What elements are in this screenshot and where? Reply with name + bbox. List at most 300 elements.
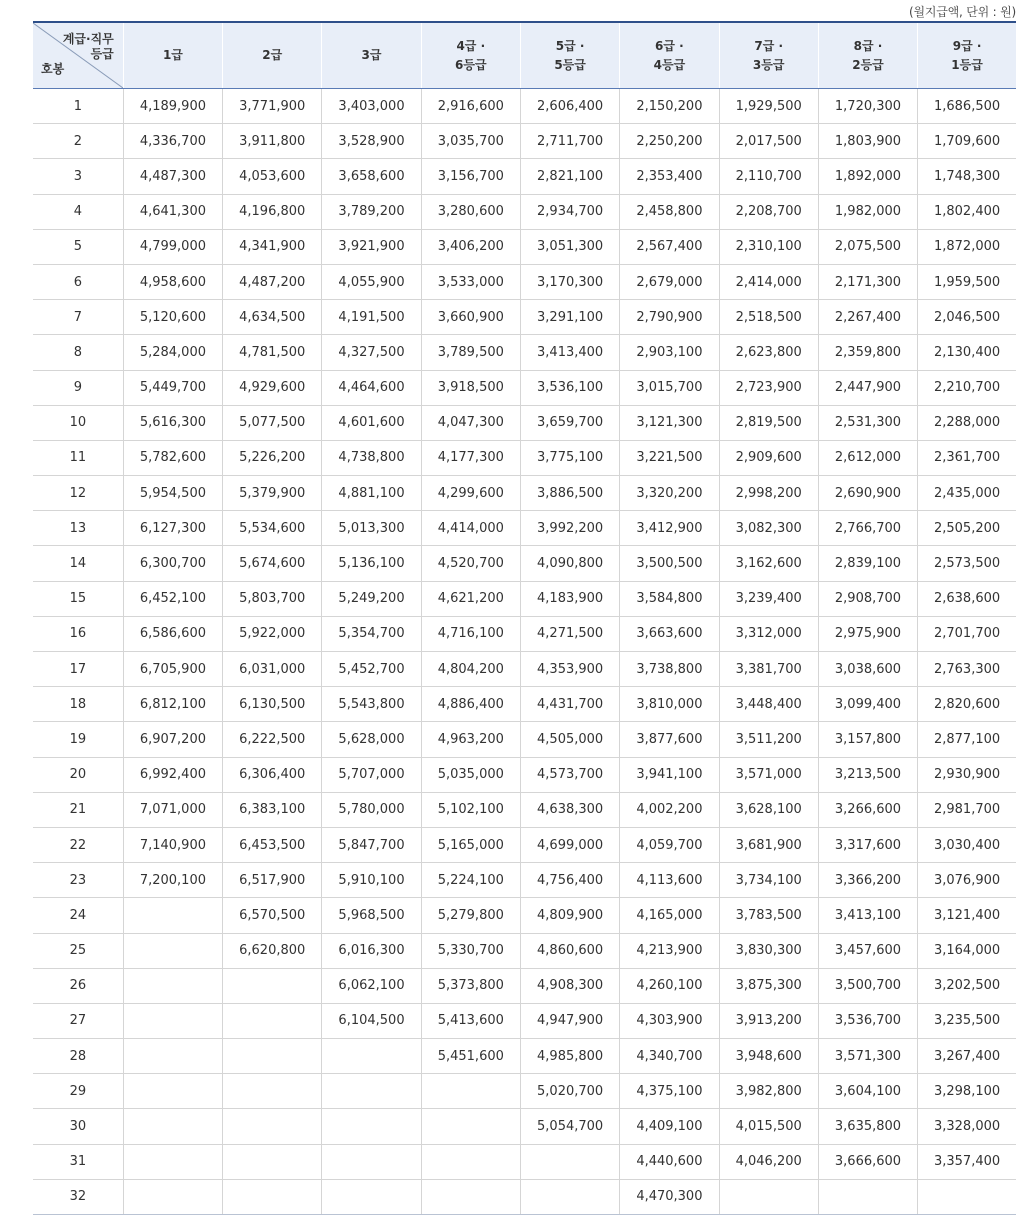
step-number-cell: 8	[33, 335, 123, 370]
salary-cell: 4,189,900	[123, 89, 222, 124]
salary-cell: 2,877,100	[918, 722, 1016, 757]
salary-cell: 2,046,500	[918, 300, 1016, 335]
grade-header	[123, 22, 222, 89]
step-number-cell: 19	[33, 722, 123, 757]
salary-cell: 3,235,500	[918, 1003, 1016, 1038]
salary-table	[33, 21, 1016, 1215]
salary-cell: 4,756,400	[520, 863, 619, 898]
salary-cell	[421, 1109, 520, 1144]
table-row	[33, 1074, 1016, 1109]
step-number-cell: 1	[33, 89, 123, 124]
salary-cell: 5,451,600	[421, 1039, 520, 1074]
salary-cell: 6,517,900	[223, 863, 322, 898]
salary-cell: 2,130,400	[918, 335, 1016, 370]
salary-cell: 3,015,700	[620, 370, 719, 405]
salary-cell: 4,015,500	[719, 1109, 818, 1144]
salary-cell: 7,140,900	[123, 827, 222, 862]
step-number-cell: 27	[33, 1003, 123, 1038]
grade-header-line1: 1급	[162, 48, 183, 62]
salary-cell	[421, 1179, 520, 1214]
salary-cell: 5,534,600	[223, 511, 322, 546]
salary-cell: 3,164,000	[918, 933, 1016, 968]
salary-cell: 3,328,000	[918, 1109, 1016, 1144]
salary-cell: 5,449,700	[123, 370, 222, 405]
salary-cell: 3,413,400	[520, 335, 619, 370]
grade-header	[223, 22, 322, 89]
salary-cell: 4,059,700	[620, 827, 719, 862]
salary-cell: 5,628,000	[322, 722, 421, 757]
salary-cell: 3,921,900	[322, 229, 421, 264]
salary-cell: 3,038,600	[818, 652, 917, 687]
table-row	[33, 476, 1016, 511]
step-number-cell: 20	[33, 757, 123, 792]
salary-cell	[123, 1003, 222, 1038]
salary-cell: 2,701,700	[918, 616, 1016, 651]
salary-cell: 6,130,500	[223, 687, 322, 722]
salary-cell	[223, 1109, 322, 1144]
salary-cell: 6,104,500	[322, 1003, 421, 1038]
salary-cell: 3,875,300	[719, 968, 818, 1003]
salary-cell: 5,954,500	[123, 476, 222, 511]
salary-cell: 3,500,500	[620, 546, 719, 581]
salary-cell: 5,120,600	[123, 300, 222, 335]
salary-cell: 5,803,700	[223, 581, 322, 616]
salary-cell: 3,412,900	[620, 511, 719, 546]
grade-header	[421, 22, 520, 89]
salary-cell: 3,789,500	[421, 335, 520, 370]
salary-cell: 4,046,200	[719, 1144, 818, 1179]
salary-cell: 3,663,600	[620, 616, 719, 651]
salary-cell: 2,518,500	[719, 300, 818, 335]
table-row	[33, 827, 1016, 862]
salary-cell: 4,634,500	[223, 300, 322, 335]
salary-cell: 2,908,700	[818, 581, 917, 616]
salary-cell: 4,699,000	[520, 827, 619, 862]
salary-cell: 4,464,600	[322, 370, 421, 405]
salary-cell: 2,110,700	[719, 159, 818, 194]
salary-cell: 4,353,900	[520, 652, 619, 687]
salary-cell: 2,623,800	[719, 335, 818, 370]
salary-cell: 4,947,900	[520, 1003, 619, 1038]
salary-cell: 1,929,500	[719, 89, 818, 124]
salary-cell: 2,820,600	[918, 687, 1016, 722]
salary-cell: 4,799,000	[123, 229, 222, 264]
salary-cell: 4,881,100	[322, 476, 421, 511]
salary-cell: 2,567,400	[620, 229, 719, 264]
salary-cell: 2,250,200	[620, 124, 719, 159]
salary-cell: 5,226,200	[223, 440, 322, 475]
salary-cell	[123, 898, 222, 933]
salary-cell: 4,601,600	[322, 405, 421, 440]
salary-cell: 2,916,600	[421, 89, 520, 124]
salary-cell: 3,913,200	[719, 1003, 818, 1038]
salary-cell	[123, 1179, 222, 1214]
salary-cell	[520, 1144, 619, 1179]
salary-cell: 3,170,300	[520, 264, 619, 299]
salary-cell	[818, 1179, 917, 1214]
salary-cell: 4,375,100	[620, 1074, 719, 1109]
salary-cell: 2,690,900	[818, 476, 917, 511]
salary-cell: 4,487,300	[123, 159, 222, 194]
salary-cell: 3,982,800	[719, 1074, 818, 1109]
salary-cell: 2,288,000	[918, 405, 1016, 440]
table-row	[33, 616, 1016, 651]
salary-cell: 5,780,000	[322, 792, 421, 827]
step-number-cell: 30	[33, 1109, 123, 1144]
corner-step-label: 호봉	[41, 62, 65, 76]
table-row	[33, 1039, 1016, 1074]
table-row	[33, 1179, 1016, 1214]
step-number-cell: 11	[33, 440, 123, 475]
salary-cell: 2,414,000	[719, 264, 818, 299]
salary-cell	[223, 1039, 322, 1074]
salary-cell: 4,260,100	[620, 968, 719, 1003]
salary-cell: 2,679,000	[620, 264, 719, 299]
salary-cell: 5,707,000	[322, 757, 421, 792]
step-number-cell: 7	[33, 300, 123, 335]
step-number-cell: 29	[33, 1074, 123, 1109]
salary-cell	[421, 1144, 520, 1179]
salary-cell: 2,267,400	[818, 300, 917, 335]
table-row	[33, 898, 1016, 933]
table-row	[33, 89, 1016, 124]
salary-cell: 3,911,800	[223, 124, 322, 159]
step-number-cell: 28	[33, 1039, 123, 1074]
salary-cell: 2,359,800	[818, 335, 917, 370]
step-number-cell: 32	[33, 1179, 123, 1214]
salary-cell: 2,981,700	[918, 792, 1016, 827]
salary-cell: 3,571,000	[719, 757, 818, 792]
salary-cell: 6,383,100	[223, 792, 322, 827]
step-number-cell: 23	[33, 863, 123, 898]
salary-cell	[520, 1179, 619, 1214]
grade-header-line1: 8급 ·	[853, 38, 883, 53]
salary-cell: 2,505,200	[918, 511, 1016, 546]
salary-cell: 1,803,900	[818, 124, 917, 159]
salary-cell: 3,660,900	[421, 300, 520, 335]
salary-table-container	[33, 21, 1016, 1215]
salary-cell	[719, 1179, 818, 1214]
salary-cell: 4,213,900	[620, 933, 719, 968]
table-row	[33, 264, 1016, 299]
salary-cell: 3,992,200	[520, 511, 619, 546]
salary-cell	[322, 1109, 421, 1144]
salary-cell: 3,666,600	[818, 1144, 917, 1179]
salary-cell: 4,985,800	[520, 1039, 619, 1074]
salary-cell: 2,573,500	[918, 546, 1016, 581]
salary-cell: 3,051,300	[520, 229, 619, 264]
salary-cell: 3,162,600	[719, 546, 818, 581]
salary-cell	[322, 1179, 421, 1214]
salary-cell: 3,157,800	[818, 722, 917, 757]
salary-cell: 2,612,000	[818, 440, 917, 475]
corner-grade-line1: 계급·직무	[62, 32, 114, 46]
salary-cell: 4,963,200	[421, 722, 520, 757]
step-number-cell: 24	[33, 898, 123, 933]
salary-cell: 4,191,500	[322, 300, 421, 335]
salary-cell: 3,082,300	[719, 511, 818, 546]
salary-cell	[123, 1144, 222, 1179]
salary-cell: 3,156,700	[421, 159, 520, 194]
salary-cell: 4,414,000	[421, 511, 520, 546]
salary-cell: 6,222,500	[223, 722, 322, 757]
step-number-cell: 13	[33, 511, 123, 546]
salary-cell: 7,200,100	[123, 863, 222, 898]
step-number-cell: 25	[33, 933, 123, 968]
step-number-cell: 3	[33, 159, 123, 194]
salary-cell: 4,113,600	[620, 863, 719, 898]
salary-cell: 4,781,500	[223, 335, 322, 370]
salary-cell: 2,150,200	[620, 89, 719, 124]
salary-cell: 2,909,600	[719, 440, 818, 475]
table-row	[33, 335, 1016, 370]
table-row	[33, 1003, 1016, 1038]
grade-header-line1: 3급	[361, 48, 382, 62]
salary-cell: 6,452,100	[123, 581, 222, 616]
grade-header-line1: 2급	[262, 48, 283, 62]
grade-header-line2: 2등급	[852, 57, 884, 72]
salary-cell: 5,674,600	[223, 546, 322, 581]
salary-cell: 4,341,900	[223, 229, 322, 264]
salary-cell: 5,847,700	[322, 827, 421, 862]
salary-cell: 6,705,900	[123, 652, 222, 687]
salary-cell: 3,266,600	[818, 792, 917, 827]
grade-header-line2: 1등급	[951, 57, 983, 72]
salary-cell: 3,076,900	[918, 863, 1016, 898]
salary-cell: 5,284,000	[123, 335, 222, 370]
salary-cell: 4,908,300	[520, 968, 619, 1003]
salary-cell: 6,620,800	[223, 933, 322, 968]
salary-cell: 2,821,100	[520, 159, 619, 194]
salary-cell	[123, 1074, 222, 1109]
salary-cell: 5,020,700	[520, 1074, 619, 1109]
salary-cell: 4,196,800	[223, 194, 322, 229]
salary-cell: 5,013,300	[322, 511, 421, 546]
grade-header-line2: 4등급	[653, 57, 686, 72]
salary-cell: 1,686,500	[918, 89, 1016, 124]
salary-cell: 3,948,600	[719, 1039, 818, 1074]
salary-cell	[123, 968, 222, 1003]
salary-cell: 2,930,900	[918, 757, 1016, 792]
salary-cell: 5,077,500	[223, 405, 322, 440]
step-number-cell: 16	[33, 616, 123, 651]
salary-cell: 4,409,100	[620, 1109, 719, 1144]
table-row	[33, 405, 1016, 440]
salary-cell: 4,886,400	[421, 687, 520, 722]
table-row	[33, 863, 1016, 898]
salary-cell: 2,723,900	[719, 370, 818, 405]
salary-cell: 3,830,300	[719, 933, 818, 968]
grade-header	[719, 22, 818, 89]
salary-cell: 2,638,600	[918, 581, 1016, 616]
salary-cell: 3,121,400	[918, 898, 1016, 933]
salary-cell: 5,782,600	[123, 440, 222, 475]
salary-cell: 5,452,700	[322, 652, 421, 687]
table-row	[33, 440, 1016, 475]
salary-cell: 3,659,700	[520, 405, 619, 440]
grade-header-line1: 7급 ·	[754, 38, 784, 53]
salary-cell: 3,291,100	[520, 300, 619, 335]
salary-cell: 3,298,100	[918, 1074, 1016, 1109]
salary-cell: 2,458,800	[620, 194, 719, 229]
step-number-cell: 26	[33, 968, 123, 1003]
salary-cell: 2,075,500	[818, 229, 917, 264]
salary-cell	[223, 1179, 322, 1214]
salary-cell: 2,934,700	[520, 194, 619, 229]
salary-cell: 5,413,600	[421, 1003, 520, 1038]
step-number-cell: 14	[33, 546, 123, 581]
salary-cell: 5,279,800	[421, 898, 520, 933]
grade-header-line2: 6등급	[455, 57, 487, 72]
salary-cell: 4,055,900	[322, 264, 421, 299]
salary-cell: 3,030,400	[918, 827, 1016, 862]
salary-cell: 2,711,700	[520, 124, 619, 159]
salary-cell: 3,413,100	[818, 898, 917, 933]
salary-cell: 4,327,500	[322, 335, 421, 370]
table-row	[33, 159, 1016, 194]
salary-cell: 6,016,300	[322, 933, 421, 968]
corner-grade-label	[63, 32, 114, 62]
salary-cell: 6,062,100	[322, 968, 421, 1003]
salary-cell: 2,171,300	[818, 264, 917, 299]
salary-cell: 2,353,400	[620, 159, 719, 194]
salary-cell: 3,357,400	[918, 1144, 1016, 1179]
salary-cell: 4,621,200	[421, 581, 520, 616]
salary-cell: 6,306,400	[223, 757, 322, 792]
salary-cell	[223, 1144, 322, 1179]
salary-cell: 2,839,100	[818, 546, 917, 581]
salary-cell: 5,165,000	[421, 827, 520, 862]
salary-cell: 3,775,100	[520, 440, 619, 475]
salary-cell: 5,136,100	[322, 546, 421, 581]
salary-cell: 6,453,500	[223, 827, 322, 862]
salary-cell: 4,047,300	[421, 405, 520, 440]
salary-cell: 4,340,700	[620, 1039, 719, 1074]
salary-cell: 5,102,100	[421, 792, 520, 827]
salary-cell: 4,487,200	[223, 264, 322, 299]
salary-cell: 4,183,900	[520, 581, 619, 616]
salary-cell: 3,635,800	[818, 1109, 917, 1144]
table-row	[33, 1109, 1016, 1144]
salary-cell: 3,213,500	[818, 757, 917, 792]
salary-cell: 1,892,000	[818, 159, 917, 194]
grade-header-line1: 9급 ·	[952, 38, 982, 53]
salary-cell: 5,224,100	[421, 863, 520, 898]
unit-note: (월지급액, 단위 : 원)	[908, 5, 1016, 19]
salary-cell: 4,303,900	[620, 1003, 719, 1038]
salary-cell: 1,872,000	[918, 229, 1016, 264]
salary-cell: 2,208,700	[719, 194, 818, 229]
grade-header-line2: 3등급	[752, 57, 785, 72]
salary-cell: 3,783,500	[719, 898, 818, 933]
table-row	[33, 300, 1016, 335]
grade-header-line2: 5등급	[554, 57, 586, 72]
step-number-cell: 22	[33, 827, 123, 862]
grade-header	[818, 22, 917, 89]
salary-cell: 3,536,100	[520, 370, 619, 405]
salary-cell: 4,440,600	[620, 1144, 719, 1179]
table-row	[33, 792, 1016, 827]
salary-cell: 2,763,300	[918, 652, 1016, 687]
salary-cell: 5,373,800	[421, 968, 520, 1003]
table-row	[33, 1144, 1016, 1179]
salary-cell: 4,738,800	[322, 440, 421, 475]
salary-cell: 4,520,700	[421, 546, 520, 581]
table-row	[33, 968, 1016, 1003]
salary-cell: 4,271,500	[520, 616, 619, 651]
salary-cell	[421, 1074, 520, 1109]
table-row	[33, 511, 1016, 546]
salary-cell: 1,709,600	[918, 124, 1016, 159]
grade-header	[520, 22, 619, 89]
salary-cell: 3,886,500	[520, 476, 619, 511]
salary-cell: 4,804,200	[421, 652, 520, 687]
salary-cell: 4,002,200	[620, 792, 719, 827]
salary-cell: 2,998,200	[719, 476, 818, 511]
table-row	[33, 194, 1016, 229]
salary-cell	[322, 1039, 421, 1074]
salary-cell: 3,941,100	[620, 757, 719, 792]
salary-cell	[223, 1003, 322, 1038]
salary-cell: 6,992,400	[123, 757, 222, 792]
salary-cell: 3,320,200	[620, 476, 719, 511]
table-row	[33, 652, 1016, 687]
salary-cell: 5,910,100	[322, 863, 421, 898]
salary-cell: 3,628,100	[719, 792, 818, 827]
salary-cell: 4,431,700	[520, 687, 619, 722]
table-body	[33, 89, 1016, 1215]
grade-header	[918, 22, 1016, 89]
salary-cell: 2,819,500	[719, 405, 818, 440]
salary-cell: 3,738,800	[620, 652, 719, 687]
step-number-cell: 15	[33, 581, 123, 616]
salary-cell: 1,982,000	[818, 194, 917, 229]
grade-header-line1: 4급 ·	[456, 38, 486, 53]
grade-header	[322, 22, 421, 89]
salary-cell: 4,641,300	[123, 194, 222, 229]
salary-cell: 3,448,400	[719, 687, 818, 722]
salary-cell: 3,771,900	[223, 89, 322, 124]
salary-cell: 2,361,700	[918, 440, 1016, 475]
salary-cell: 3,202,500	[918, 968, 1016, 1003]
salary-cell: 3,536,700	[818, 1003, 917, 1038]
salary-cell: 2,903,100	[620, 335, 719, 370]
salary-cell: 3,035,700	[421, 124, 520, 159]
salary-cell	[123, 1109, 222, 1144]
salary-cell: 5,330,700	[421, 933, 520, 968]
salary-cell: 2,790,900	[620, 300, 719, 335]
step-number-cell: 6	[33, 264, 123, 299]
salary-cell	[322, 1144, 421, 1179]
salary-cell: 3,239,400	[719, 581, 818, 616]
table-header	[33, 22, 1016, 89]
salary-cell: 2,766,700	[818, 511, 917, 546]
salary-cell: 4,505,000	[520, 722, 619, 757]
salary-cell: 2,310,100	[719, 229, 818, 264]
salary-cell: 3,681,900	[719, 827, 818, 862]
salary-cell: 1,748,300	[918, 159, 1016, 194]
header-row	[33, 22, 1016, 89]
step-number-cell: 5	[33, 229, 123, 264]
salary-cell: 4,573,700	[520, 757, 619, 792]
salary-cell: 4,336,700	[123, 124, 222, 159]
salary-cell: 3,280,600	[421, 194, 520, 229]
salary-cell: 3,317,600	[818, 827, 917, 862]
table-row	[33, 687, 1016, 722]
step-number-cell: 31	[33, 1144, 123, 1179]
salary-cell: 2,435,000	[918, 476, 1016, 511]
salary-cell	[918, 1179, 1016, 1214]
